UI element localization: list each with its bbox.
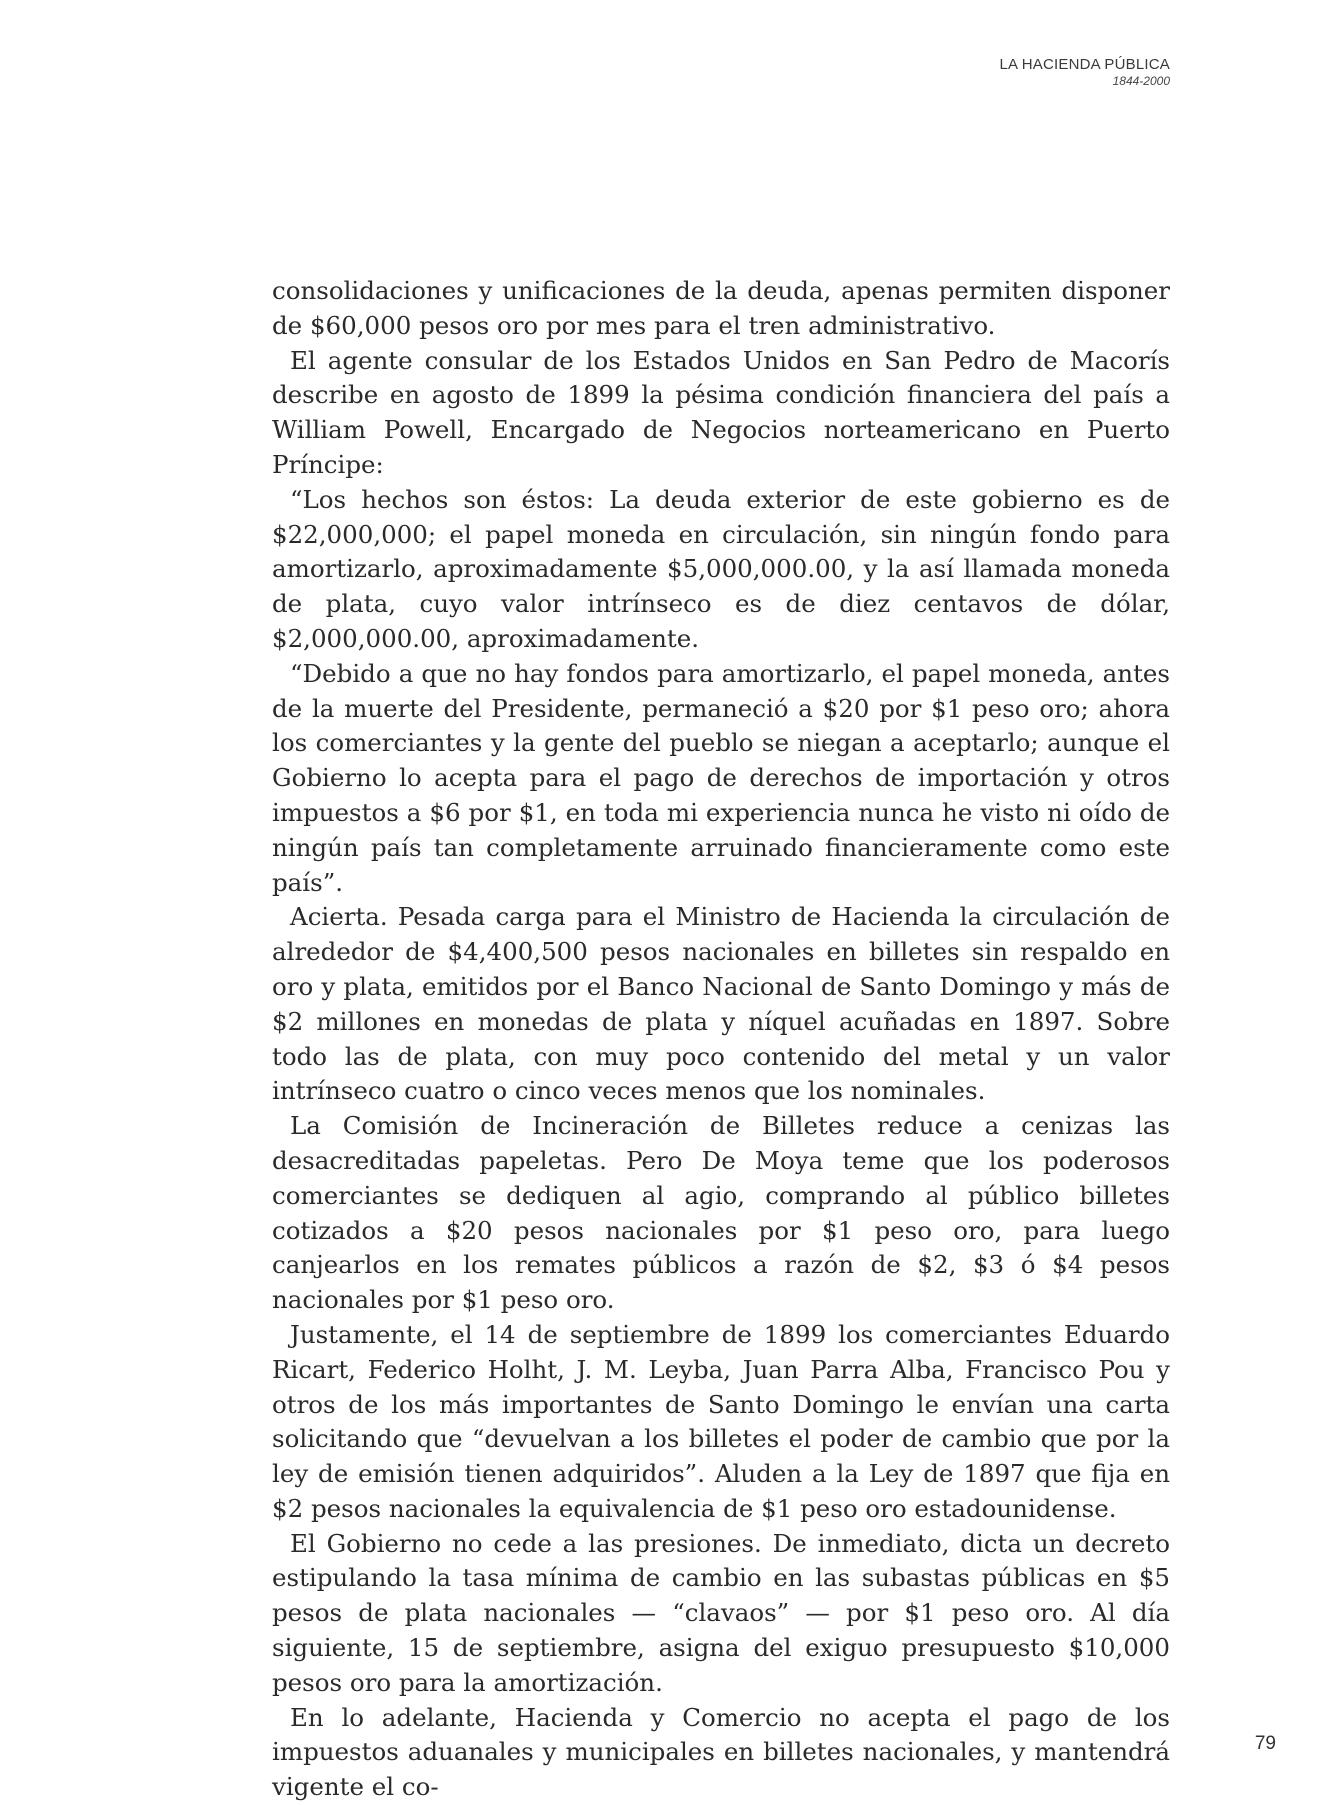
paragraph: consolidaciones y unificaciones de la deuda, apenas permiten disponer de $60,000 pesos oro por mes para el tren administrativo.: [272, 276, 1170, 340]
paragraph: El agente consular de los Estados Unidos en San Pedro de Macorís describe en agosto de 1899 la pésima condición financiera del país a William Powell, Encargado de Negocios norteamericano en Puerto Príncipe:: [272, 345, 1170, 479]
page-number: 79: [1254, 1733, 1276, 1754]
book-title: LA HACIENDA PÚBLICA: [999, 56, 1170, 73]
paragraph: En lo adelante, Hacienda y Comercio no acepta el pago de los impuestos aduanales y municipales en billetes nacionales, y mantendrá vigente el co-: [272, 1702, 1170, 1802]
paragraph: “Debido a que no hay fondos para amortizarlo, el papel moneda, antes de la muerte del Presidente, permaneció a $20 por $1 peso oro; ahora los comerciantes y la gente del pueblo se niegan a aceptarlo; aunque el Gobierno lo acepta para el pago de derechos de importación y otros impuestos a $6 por $1, en toda mi experiencia nunca he visto ni oído de ningún país tan completamente arruinado financieramente como este país”.: [272, 658, 1170, 897]
running-header: [999, 56, 1170, 88]
body-text: [272, 274, 1170, 1805]
paragraph: La Comisión de Incineración de Billetes reduce a cenizas las desacreditadas papeletas. Pero De Moya teme que los poderosos comerciantes se dediquen al agio, comprando al público billetes cotizados a $20 pesos nacionales por $1 peso oro, para luego canjearlos en los remates públicos a razón de $2, $3 ó $4 pesos nacionales por $1 peso oro.: [272, 1111, 1170, 1315]
book-years: 1844-2000: [1112, 74, 1170, 88]
paragraph: “Los hechos son éstos: La deuda exterior de este gobierno es de $22,000,000; el papel moneda en circulación, sin ningún fondo para amortizarlo, aproximadamente $5,000,000.00, y la así llamada moneda de plata, cuyo valor intrínseco es de diez centavos de dólar, $2,000,000.00, aproximadamente.: [272, 484, 1170, 653]
paragraph: Acierta. Pesada carga para el Ministro de Hacienda la circulación de alrededor de $4,400,500 pesos nacionales en billetes sin respaldo en oro y plata, emitidos por el Banco Nacional de Santo Domingo y más de $2 millones en monedas de plata y níquel acuñadas en 1897. Sobre todo las de plata, con muy poco contenido del metal y un valor intrínseco cuatro o cinco veces menos que los nominales.: [272, 902, 1170, 1106]
paragraph: El Gobierno no cede a las presiones. De inmediato, dicta un decreto estipulando la tasa mínima de cambio en las subastas públicas en $5 pesos de plata nacionales — “clavaos” — por $1 peso oro. Al día siguiente, 15 de septiembre, asigna del exiguo presupuesto $10,000 pesos oro para la amortización.: [272, 1528, 1170, 1697]
paragraph: Justamente, el 14 de septiembre de 1899 los comerciantes Eduardo Ricart, Federico Holht, J. M. Leyba, Juan Parra Alba, Francisco Pou y otros de los más importantes de Santo Domingo le envían una carta solicitando que “devuelvan a los billetes el poder de cambio que por la ley de emisión tienen adquiridos”. Aluden a la Ley de 1897 que fija en $2 pesos nacionales la equivalencia de $1 peso oro estadounidense.: [272, 1319, 1170, 1523]
